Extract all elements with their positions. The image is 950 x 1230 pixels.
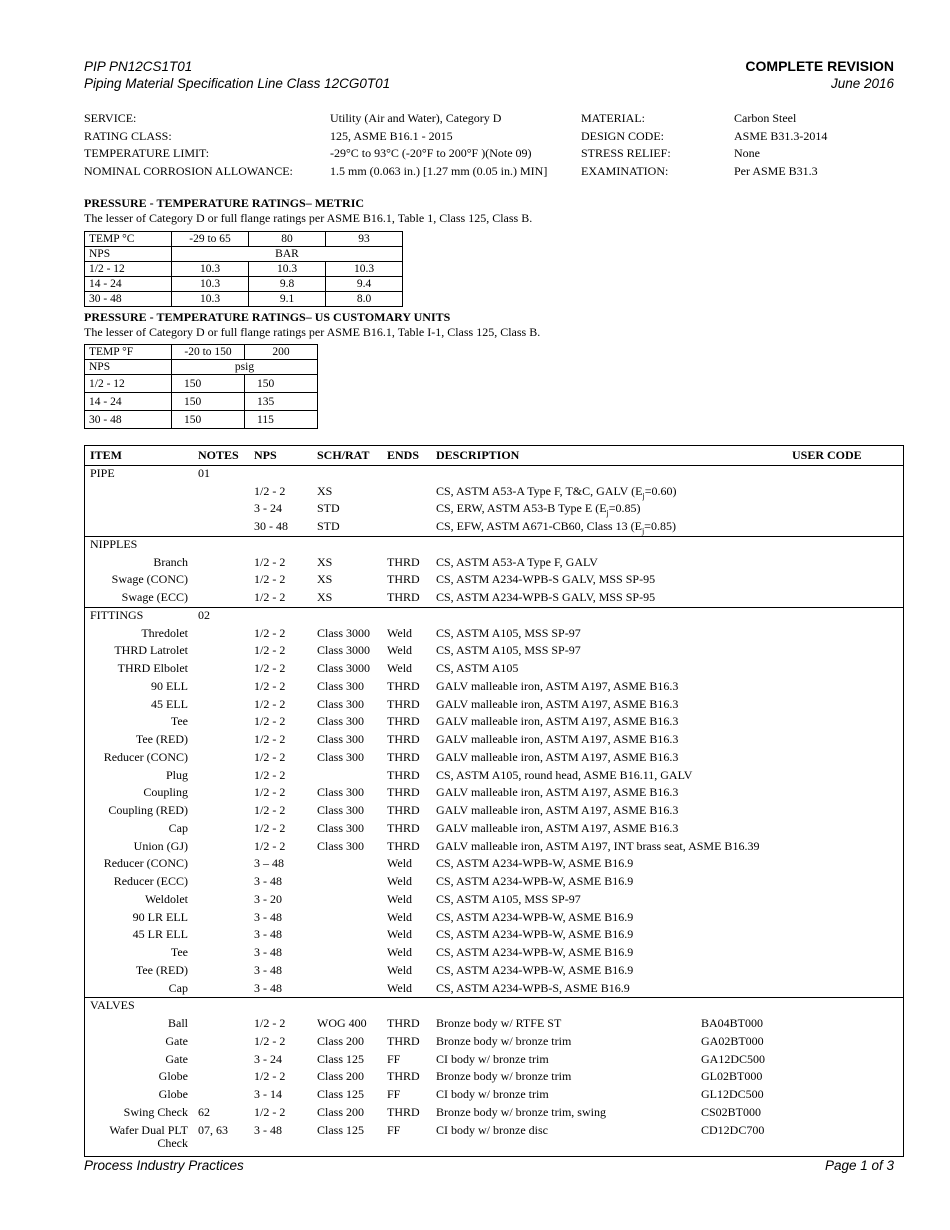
table-row xyxy=(85,1104,903,1122)
item-sch-rat: WOG 400 xyxy=(317,1016,367,1030)
info-label: STRESS RELIEF: xyxy=(581,146,671,161)
item-name: Coupling (RED) xyxy=(108,803,188,817)
info-label: SERVICE: xyxy=(84,111,137,125)
item-description: CS, ASTM A105 xyxy=(436,661,519,675)
item-description: GALV malleable iron, ASTM A197, ASME B16.3 xyxy=(436,803,679,817)
item-ends: THRD xyxy=(387,767,420,782)
item-description: CI body w/ bronze trim xyxy=(436,1051,549,1066)
item-name: Reducer (ECC) xyxy=(113,874,188,888)
item-code: GL12DC500 xyxy=(701,1087,764,1101)
table-row xyxy=(85,1086,903,1104)
table-row xyxy=(85,873,903,891)
item-description: CI body w/ bronze disc xyxy=(436,1122,548,1137)
component-table xyxy=(84,445,904,1157)
doc-id: PIP PN12CS1T01 xyxy=(84,59,193,74)
item-code: GA12DC500 xyxy=(701,1051,766,1066)
item-description: GALV malleable iron, ASTM A197, ASME B16.3 xyxy=(436,696,679,711)
item-nps: 1/2 - 2 xyxy=(254,625,286,640)
item-nps: 1/2 - 2 xyxy=(254,803,286,817)
item-name: Cap xyxy=(168,980,188,995)
item-nps: 1/2 - 2 xyxy=(254,661,286,675)
item-nps: 3 - 48 xyxy=(254,1122,282,1137)
item-name-continued: Check xyxy=(157,1136,188,1151)
item-description: CS, EFW, ASTM A671-CB60, Class 13 $(E_j=0.85)$ xyxy=(436,519,676,536)
table-row xyxy=(85,731,903,749)
item-sch-rat: Class 300 xyxy=(317,785,365,800)
item-nps: 30 - 48 xyxy=(254,519,288,533)
item-name: Swage (ECC) xyxy=(121,590,188,604)
item-description: CS, ASTM A234-WPB-W, ASME B16.9 xyxy=(436,927,634,942)
item-ends: THRD xyxy=(387,838,420,853)
item-nps: 3 - 48 xyxy=(254,962,282,977)
info-right-labels xyxy=(581,110,671,181)
metric-subtitle: The lesser of Category D or full flange ratings per ASME B16.1, Table 1, Class 125, Class B. xyxy=(84,211,533,225)
item-description: GALV malleable iron, ASTM A197, ASME B16.3 xyxy=(436,732,679,746)
item-sch-rat: Class 300 xyxy=(317,732,365,746)
item-nps: 1/2 - 2 xyxy=(254,820,286,835)
section-notes: 02 xyxy=(198,607,210,622)
item-sch-rat: Class 300 xyxy=(317,696,365,711)
table-row xyxy=(85,678,903,696)
item-nps: 3 - 48 xyxy=(254,980,282,995)
item-description: GALV malleable iron, ASTM A197, INT brass seat, ASME B16.39 xyxy=(436,838,760,853)
item-description: CS, ASTM A234-WPB-W, ASME B16.9 xyxy=(436,945,634,959)
temp-col: 80 xyxy=(249,232,326,247)
item-name: Gate xyxy=(165,1051,188,1066)
rating-cell: 8.0 xyxy=(326,292,403,307)
item-description: GALV malleable iron, ASTM A197, ASME B16.3 xyxy=(436,749,679,764)
item-description: CS, ASTM A234-WPB-S GALV, MSS SP-95 xyxy=(436,590,656,604)
item-nps: 1/2 - 2 xyxy=(254,1069,286,1084)
us-ratings-table xyxy=(84,344,318,429)
metric-ratings-table xyxy=(84,231,403,307)
table-row xyxy=(85,571,903,589)
temp-label: TEMP °C xyxy=(85,232,172,247)
info-right-values xyxy=(734,110,827,181)
info-label: NOMINAL CORROSION ALLOWANCE: xyxy=(84,164,293,179)
item-nps: 3 - 14 xyxy=(254,1087,282,1101)
item-description: CS, ASTM A105, MSS SP-97 xyxy=(436,643,581,658)
item-ends: Weld xyxy=(387,643,413,658)
table-row xyxy=(85,1033,903,1051)
section-header xyxy=(85,536,903,554)
item-name: Wafer Dual PLT xyxy=(109,1122,188,1137)
item-ends: THRD xyxy=(387,696,420,711)
table-row xyxy=(85,642,903,660)
item-nps: 1/2 - 2 xyxy=(254,838,286,853)
temp-col: 200 xyxy=(245,345,318,360)
table-row xyxy=(85,802,903,820)
nps-cell: 14 - 24 xyxy=(85,277,172,292)
item-ends: THRD xyxy=(387,590,420,604)
us-title: PRESSURE - TEMPERATURE RATINGS– US CUSTOMARY UNITS xyxy=(84,310,451,324)
table-row xyxy=(85,1068,903,1086)
rating-cell: 9.1 xyxy=(249,292,326,307)
table-row xyxy=(85,962,903,980)
item-description: Bronze body w/ bronze trim xyxy=(436,1069,572,1084)
doc-title: Piping Material Specification Line Class 12CG0T01 xyxy=(84,76,391,91)
info-value: Carbon Steel xyxy=(734,111,797,125)
item-nps: 3 - 24 xyxy=(254,501,282,516)
header-nps: NPS xyxy=(254,448,277,462)
item-nps: 3 - 48 xyxy=(254,874,282,888)
item-ends: THRD xyxy=(387,749,420,764)
item-ends: THRD xyxy=(387,678,420,693)
metric-title: PRESSURE - TEMPERATURE RATINGS– METRIC xyxy=(84,196,365,210)
section-name: PIPE xyxy=(90,465,115,480)
item-sch-rat: Class 300 xyxy=(317,838,365,853)
item-sch-rat: STD xyxy=(317,501,340,516)
item-nps: 3 - 20 xyxy=(254,891,282,906)
item-nps: 1/2 - 2 xyxy=(254,767,286,782)
table-header xyxy=(85,447,903,465)
item-nps: 1/2 - 2 xyxy=(254,785,286,800)
item-ends: THRD xyxy=(387,1016,420,1030)
item-name: Coupling xyxy=(143,785,188,800)
item-nps: 1/2 - 2 xyxy=(254,678,286,693)
info-value: None xyxy=(734,146,760,161)
info-value: -29°C to 93°C (-20°F to 200°F )(Note 09) xyxy=(330,146,532,161)
item-sch-rat: Class 3000 xyxy=(317,661,371,675)
info-left-labels xyxy=(84,110,293,181)
item-description: CS, ERW, ASTM A53-B Type E $(E_j=0.85)$ xyxy=(436,501,641,518)
section-header xyxy=(85,607,903,625)
info-value: ASME B31.3-2014 xyxy=(734,128,828,143)
item-name: Globe xyxy=(158,1087,188,1101)
table-row xyxy=(85,518,903,536)
table-row xyxy=(85,625,903,643)
rating-cell: 135 xyxy=(245,393,318,411)
table-row xyxy=(85,820,903,838)
item-sch-rat: Class 300 xyxy=(317,749,365,764)
item-ends: Weld xyxy=(387,874,413,888)
item-ends: THRD xyxy=(387,820,420,835)
item-nps: 3 – 48 xyxy=(254,856,284,871)
item-name: Tee (RED) xyxy=(135,732,188,746)
item-ends: Weld xyxy=(387,891,413,906)
table-row xyxy=(85,980,903,998)
item-sch-rat: STD xyxy=(317,519,340,533)
unit-label: BAR xyxy=(172,247,403,262)
item-code: GL02BT000 xyxy=(701,1069,763,1084)
item-description: CS, ASTM A105, MSS SP-97 xyxy=(436,625,581,640)
nps-label: NPS xyxy=(85,247,172,262)
item-ends: Weld xyxy=(387,856,413,871)
item-nps: 1/2 - 2 xyxy=(254,590,286,604)
info-left-values xyxy=(330,110,547,181)
item-name: Tee xyxy=(170,714,188,729)
table-row xyxy=(85,554,903,572)
rating-cell: 9.8 xyxy=(249,277,326,292)
item-nps: 1/2 - 2 xyxy=(254,732,286,746)
item-nps: 1/2 - 2 xyxy=(254,749,286,764)
item-ends: THRD xyxy=(387,1069,420,1084)
item-description: GALV malleable iron, ASTM A197, ASME B16.3 xyxy=(436,678,679,693)
item-ends: Weld xyxy=(387,980,413,995)
item-ends: THRD xyxy=(387,554,420,569)
nps-cell: 30 - 48 xyxy=(85,411,172,429)
table-row xyxy=(85,944,903,962)
item-nps: 1/2 - 2 xyxy=(254,572,286,587)
item-description: CS, ASTM A234-WPB-W, ASME B16.9 xyxy=(436,909,634,924)
revision-date: June 2016 xyxy=(830,76,894,91)
item-sch-rat: Class 125 xyxy=(317,1122,365,1137)
item-sch-rat: XS xyxy=(317,590,333,604)
header-left xyxy=(84,58,390,92)
item-code: CS02BT000 xyxy=(701,1104,762,1119)
item-ends: THRD xyxy=(387,1104,420,1119)
item-description: CS, ASTM A53-A Type F, GALV xyxy=(436,554,598,569)
item-sch-rat: Class 125 xyxy=(317,1051,365,1066)
item-nps: 1/2 - 2 xyxy=(254,1033,286,1048)
item-ends: FF xyxy=(387,1122,401,1137)
header-right xyxy=(745,58,894,92)
item-name: Gate xyxy=(165,1033,188,1048)
item-sch-rat: Class 300 xyxy=(317,678,365,693)
item-nps: 1/2 - 2 xyxy=(254,643,286,658)
section-notes: 01 xyxy=(198,465,210,480)
item-nps: 1/2 - 2 xyxy=(254,483,286,498)
item-description: CS, ASTM A234-WPB-S GALV, MSS SP-95 xyxy=(436,572,656,587)
item-ends: THRD xyxy=(387,1033,420,1048)
table-row xyxy=(85,891,903,909)
item-description: CS, ASTM A105, MSS SP-97 xyxy=(436,891,581,906)
item-sch-rat: XS xyxy=(317,554,333,569)
item-name: 45 LR ELL xyxy=(132,927,188,942)
rating-cell: 150 xyxy=(172,375,245,393)
table-row xyxy=(85,713,903,731)
item-nps: 1/2 - 2 xyxy=(254,1016,286,1030)
item-sch-rat: Class 125 xyxy=(317,1087,365,1101)
table-row xyxy=(85,1015,903,1033)
item-description: CI body w/ bronze trim xyxy=(436,1087,549,1101)
item-ends: FF xyxy=(387,1051,401,1066)
temp-label: TEMP °F xyxy=(85,345,172,360)
item-sch-rat: Class 300 xyxy=(317,820,365,835)
item-description: CS, ASTM A234-WPB-S, ASME B16.9 xyxy=(436,980,630,995)
item-description: GALV malleable iron, ASTM A197, ASME B16.3 xyxy=(436,714,679,729)
item-ends: THRD xyxy=(387,803,420,817)
table-row xyxy=(85,926,903,944)
table-row xyxy=(85,855,903,873)
table-row-continuation xyxy=(85,1135,903,1153)
rating-cell: 150 xyxy=(172,411,245,429)
table-row xyxy=(85,696,903,714)
rating-cell: 150 xyxy=(172,393,245,411)
section-name: VALVES xyxy=(90,998,135,1013)
item-description: Bronze body w/ RTFE ST xyxy=(436,1016,562,1030)
item-sch-rat: Class 200 xyxy=(317,1069,365,1084)
table-row xyxy=(85,1051,903,1069)
item-code: BA04BT000 xyxy=(701,1016,764,1030)
section-header xyxy=(85,997,903,1015)
item-ends: FF xyxy=(387,1087,401,1101)
item-ends: THRD xyxy=(387,572,420,587)
section-name: NIPPLES xyxy=(90,536,138,551)
item-ends: Weld xyxy=(387,962,413,977)
item-sch-rat: Class 3000 xyxy=(317,625,371,640)
item-ends: Weld xyxy=(387,945,413,959)
rating-cell: 10.3 xyxy=(326,262,403,277)
footer-left: Process Industry Practices xyxy=(84,1158,244,1173)
info-label: EXAMINATION: xyxy=(581,164,669,179)
temp-col: -29 to 65 xyxy=(172,232,249,247)
item-nps: 1/2 - 2 xyxy=(254,1104,286,1119)
item-nps: 3 - 48 xyxy=(254,927,282,942)
item-name: Plug xyxy=(165,767,188,782)
item-sch-rat: XS xyxy=(317,572,333,587)
item-name: Weldolet xyxy=(144,891,188,906)
item-description: GALV malleable iron, ASTM A197, ASME B16.3 xyxy=(436,820,679,835)
item-name: 90 LR ELL xyxy=(132,909,188,924)
item-sch-rat: Class 300 xyxy=(317,803,365,817)
item-nps: 3 - 48 xyxy=(254,909,282,924)
item-name: 90 ELL xyxy=(151,678,188,693)
item-code: CD12DC700 xyxy=(701,1122,765,1137)
header-item: ITEM xyxy=(90,448,123,462)
rating-cell: 10.3 xyxy=(249,262,326,277)
item-description: GALV malleable iron, ASTM A197, ASME B16.3 xyxy=(436,785,679,800)
rating-cell: 10.3 xyxy=(172,277,249,292)
temp-col: -20 to 150 xyxy=(172,345,245,360)
rating-cell: 10.3 xyxy=(172,262,249,277)
item-description: CS, ASTM A105, round head, ASME B16.11, GALV xyxy=(436,767,693,782)
item-code: GA02BT000 xyxy=(701,1033,764,1048)
section-header xyxy=(85,465,903,483)
rating-cell: 115 xyxy=(245,411,318,429)
header-ends: ENDS xyxy=(387,448,420,462)
item-name: Branch xyxy=(153,554,188,569)
item-ends: THRD xyxy=(387,732,420,746)
rating-cell: 10.3 xyxy=(172,292,249,307)
item-nps: 3 - 48 xyxy=(254,945,282,959)
item-sch-rat: Class 200 xyxy=(317,1033,365,1048)
item-sch-rat: Class 3000 xyxy=(317,643,371,658)
info-label: TEMPERATURE LIMIT: xyxy=(84,146,210,161)
item-nps: 1/2 - 2 xyxy=(254,696,286,711)
nps-cell: 30 - 48 xyxy=(85,292,172,307)
item-name: Reducer (CONC) xyxy=(103,749,188,764)
header-user-code: USER CODE xyxy=(792,448,862,462)
rating-cell: 9.4 xyxy=(326,277,403,292)
item-name: 45 ELL xyxy=(151,696,188,711)
item-name: Tee (RED) xyxy=(135,962,188,977)
item-description: CS, ASTM A53-A Type F, T&C, GALV $(E_j=0.60)$ xyxy=(436,483,677,500)
item-ends: THRD xyxy=(387,785,420,800)
item-nps: 3 - 24 xyxy=(254,1051,282,1066)
header-sch: SCH/RAT xyxy=(317,448,370,462)
table-row xyxy=(85,838,903,856)
item-name: Thredolet xyxy=(141,625,188,640)
item-name: Swing Check xyxy=(123,1104,188,1119)
table-row xyxy=(85,767,903,785)
temp-col: 93 xyxy=(326,232,403,247)
header-notes: NOTES xyxy=(198,448,239,462)
item-sch-rat: XS xyxy=(317,483,333,498)
item-name: Ball xyxy=(168,1016,188,1030)
table-row xyxy=(85,500,903,518)
nps-label: NPS xyxy=(85,360,172,375)
item-name: Reducer (CONC) xyxy=(103,856,188,871)
info-label: RATING CLASS: xyxy=(84,128,172,143)
table-row xyxy=(85,483,903,501)
info-value: Per ASME B31.3 xyxy=(734,164,818,179)
info-value: 1.5 mm (0.063 in.) [1.27 mm (0.05 in.) MIN] xyxy=(330,164,548,179)
item-name: Globe xyxy=(158,1069,188,1084)
item-description: CS, ASTM A234-WPB-W, ASME B16.9 xyxy=(436,874,634,888)
table-row xyxy=(85,784,903,802)
item-notes: 07, 63 xyxy=(198,1122,228,1137)
item-sch-rat: Class 200 xyxy=(317,1104,365,1119)
table-row xyxy=(85,660,903,678)
header-description: DESCRIPTION xyxy=(436,448,520,462)
nps-cell: 14 - 24 xyxy=(85,393,172,411)
table-row xyxy=(85,749,903,767)
item-description: CS, ASTM A234-WPB-W, ASME B16.9 xyxy=(436,962,634,977)
info-label: DESIGN CODE: xyxy=(581,128,664,143)
item-ends: Weld xyxy=(387,661,413,675)
item-ends: Weld xyxy=(387,927,413,942)
us-subtitle: The lesser of Category D or full flange ratings per ASME B16.1, Table I-1, Class 125, Class B. xyxy=(84,325,541,339)
item-name: Swage (CONC) xyxy=(111,572,188,587)
item-description: CS, ASTM A234-WPB-W, ASME B16.9 xyxy=(436,856,634,871)
item-sch-rat: Class 300 xyxy=(317,714,365,729)
table-row xyxy=(85,909,903,927)
revision-label: COMPLETE REVISION xyxy=(745,58,894,74)
item-ends: THRD xyxy=(387,714,420,729)
item-nps: 1/2 - 2 xyxy=(254,714,286,729)
info-label: MATERIAL: xyxy=(581,111,645,125)
nps-cell: 1/2 - 12 xyxy=(85,375,172,393)
info-value: 125, ASME B16.1 - 2015 xyxy=(330,128,453,143)
nps-cell: 1/2 - 12 xyxy=(85,262,172,277)
item-name: Tee xyxy=(170,945,188,959)
item-nps: 1/2 - 2 xyxy=(254,554,286,569)
unit-label: psig xyxy=(172,360,318,375)
table-row xyxy=(85,589,903,607)
item-name: Union (GJ) xyxy=(133,838,188,853)
item-name: THRD Latrolet xyxy=(114,643,188,658)
section-name: FITTINGS xyxy=(90,607,144,622)
rating-cell: 150 xyxy=(245,375,318,393)
item-name: THRD Elbolet xyxy=(117,661,188,675)
item-notes: 62 xyxy=(198,1104,210,1119)
page-number: Page 1 of 3 xyxy=(824,1158,894,1173)
item-ends: Weld xyxy=(387,625,413,640)
item-name: Cap xyxy=(168,820,188,835)
item-description: Bronze body w/ bronze trim, swing xyxy=(436,1104,606,1119)
item-description: Bronze body w/ bronze trim xyxy=(436,1033,572,1048)
info-value: Utility (Air and Water), Category D xyxy=(330,111,502,125)
item-ends: Weld xyxy=(387,909,413,924)
